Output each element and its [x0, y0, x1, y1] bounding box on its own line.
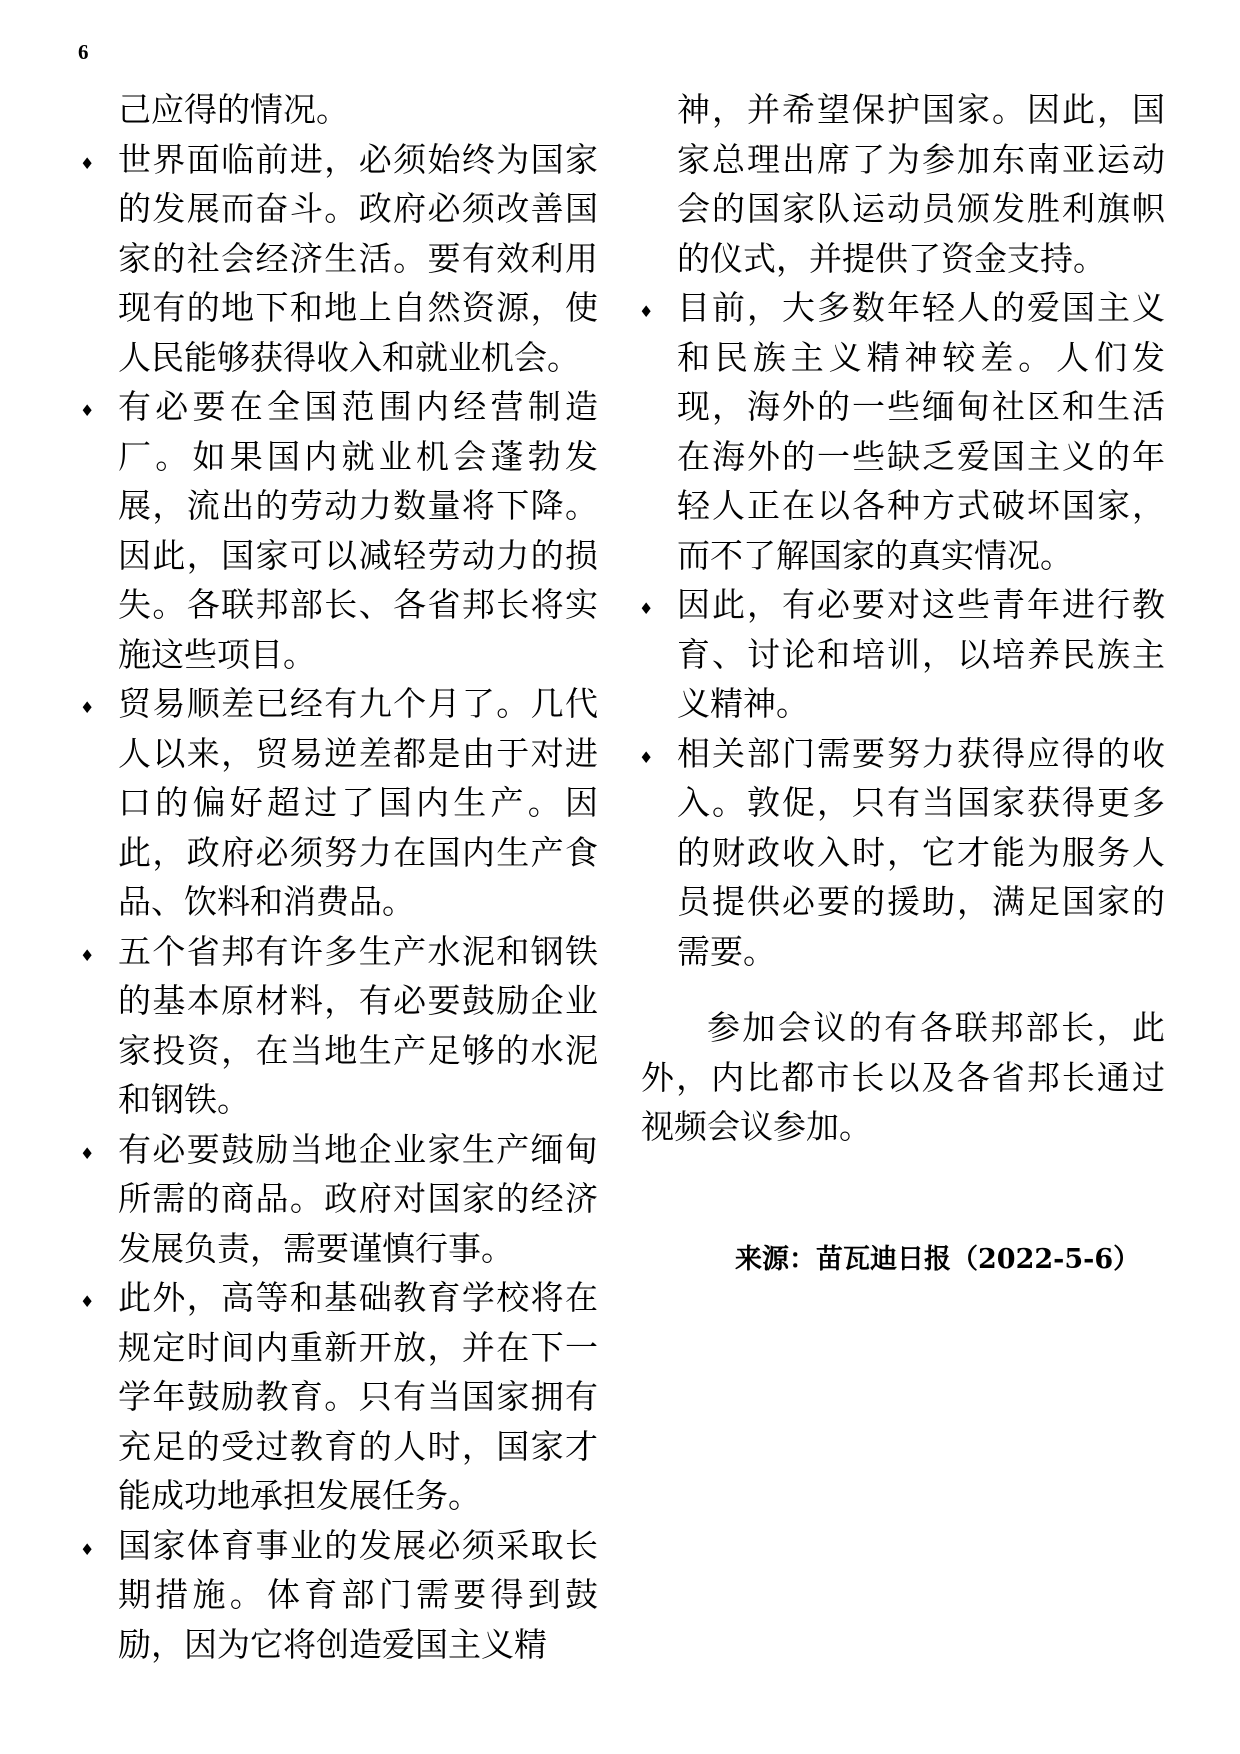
bullet-item [641, 729, 1165, 977]
bullet-item [641, 283, 1165, 580]
continuation-text: 神，并希望保护国家。因此，国家总理出席了为参加东南亚运动会的国家队运动员颁发胜利旗帜的仪式，并提供了资金支持。 [677, 90, 1165, 278]
bullet-item [80, 1125, 598, 1274]
diamond-bullet-icon: ♦ [80, 1143, 95, 1163]
bullet-item [80, 1521, 598, 1670]
diamond-bullet-icon: ♦ [80, 401, 95, 420]
bullet-text: 目前，大多数年轻人的爱国主义和民族主义精神较差。人们发现，海外的一些缅甸社区和生活在海外的一些缺乏爱国主义的年轻人正在以各种方式破坏国家，而不了解国家的真实情况。 [677, 288, 1165, 575]
diamond-bullet-icon: ♦ [639, 747, 654, 767]
bullet-text: 相关部门需要努力获得应得的收入。敦促，只有当国家获得更多的财政收入时，它才能为服务人员提供必要的援助，满足国家的需要。 [677, 733, 1165, 971]
diamond-bullet-icon: ♦ [639, 302, 654, 321]
bullet-item [80, 382, 598, 679]
bullet-item [80, 927, 598, 1125]
bullet-text: 有必要在全国范围内经营制造厂。如果国内就业机会蓬勃发展，流出的劳动力数量将下降。因此，国家可以减轻劳动力的损失。各联邦部长、各省邦长将实施这些项目。 [118, 387, 598, 674]
diamond-bullet-icon: ♦ [80, 1539, 95, 1559]
bullet-text: 贸易顺差已经有九个月了。几代人以来，贸易逆差都是由于对进口的偏好超过了国内生产。因此，政府必须努力在国内生产食品、饮料和消费品。 [118, 684, 598, 921]
bullet-text: 因此，有必要对这些青年进行教育、讨论和培训，以培养民族主义精神。 [677, 585, 1165, 723]
page-number: 6 [78, 40, 89, 64]
left-column [80, 85, 598, 1669]
diamond-bullet-icon: ♦ [80, 1292, 95, 1311]
right-column [641, 85, 1165, 1152]
bullet-text: 国家体育事业的发展必须采取长期措施。体育部门需要得到鼓励，因为它将创造爱国主义精 [118, 1525, 598, 1664]
diamond-bullet-icon: ♦ [80, 945, 95, 965]
bullet-item [80, 135, 598, 383]
bullet-text: 此外，高等和基础教育学校将在规定时间内重新开放，并在下一学年鼓励教育。只有当国家拥有充足的受过教育的人时，国家才能成功地承担发展任务。 [118, 1278, 598, 1515]
bullet-item [641, 580, 1165, 729]
continuation-text: 己应得的情况。 [118, 90, 349, 129]
closing-paragraph: 参加会议的有各联邦部长，此外，内比都市长以及各省邦长通过视频会议参加。 [641, 1008, 1165, 1146]
bullet-text: 世界面临前进，必须始终为国家的发展而奋斗。政府必须改善国家的社会经济生活。要有效利用现有的地下和地上自然资源，使人民能够获得收入和就业机会。 [118, 139, 598, 377]
bullet-list [80, 135, 598, 1670]
diamond-bullet-icon: ♦ [639, 599, 654, 618]
bullet-text: 有必要鼓励当地企业家生产缅甸所需的商品。政府对国家的经济发展负责，需要谨慎行事。 [118, 1129, 598, 1268]
source-credit: 来源：苗瓦迪日报（2022-5-6） [735, 1244, 1141, 1275]
bullet-list [641, 283, 1165, 976]
diamond-bullet-icon: ♦ [80, 153, 95, 173]
diamond-bullet-icon: ♦ [80, 698, 95, 717]
bullet-item [80, 1273, 598, 1521]
bullet-text: 五个省邦有许多生产水泥和钢铁的基本原材料，有必要鼓励企业家投资，在当地生产足够的水泥和钢铁。 [118, 931, 598, 1119]
bullet-item [80, 679, 598, 927]
